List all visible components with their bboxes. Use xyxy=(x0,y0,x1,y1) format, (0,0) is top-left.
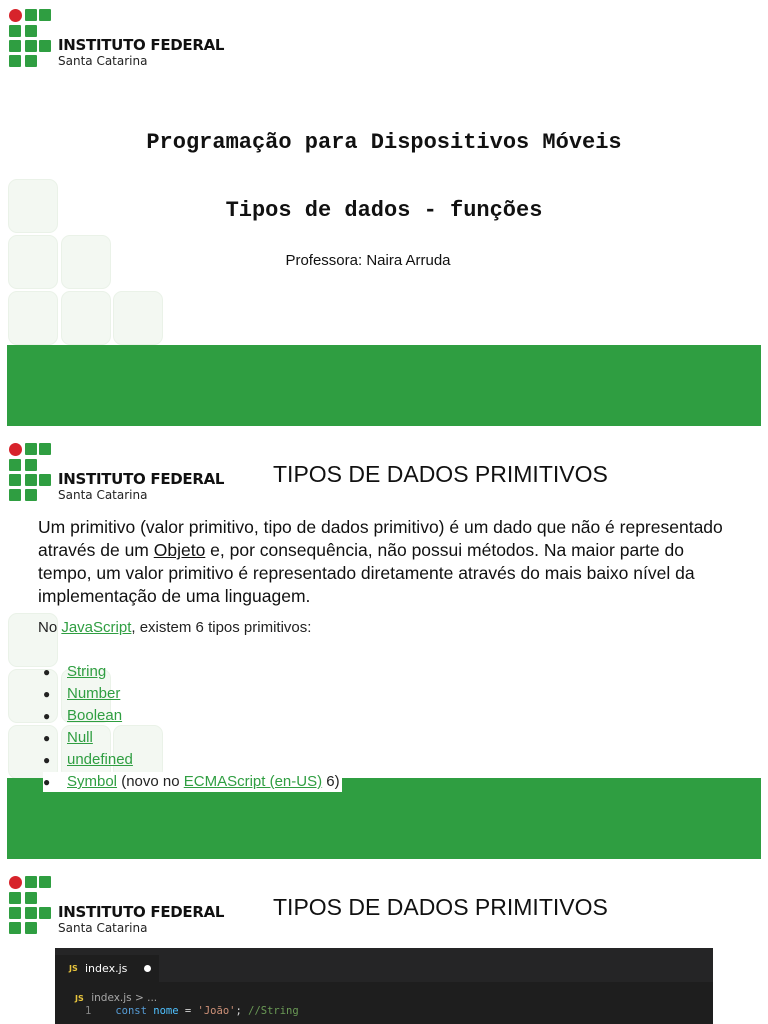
slide-2-title: TIPOS DE DADOS PRIMITIVOS xyxy=(273,461,608,487)
slide-2 xyxy=(0,434,768,860)
logo-brand-text: INSTITUTO FEDERAL xyxy=(58,36,225,54)
unsaved-dot-icon xyxy=(144,965,151,972)
list-item: ● String xyxy=(43,663,107,680)
number-link[interactable]: Number xyxy=(67,685,121,702)
footer-bar xyxy=(7,345,761,426)
line-number: 1 xyxy=(85,1005,92,1017)
logo-sub-text: Santa Catarina xyxy=(58,921,148,935)
logo-red-dot xyxy=(9,876,22,889)
list-item: ● undefined xyxy=(43,751,133,768)
course-title: Programação para Dispositivos Móveis xyxy=(146,130,622,155)
js-file-icon: JS xyxy=(69,964,78,973)
ifsc-logo xyxy=(9,9,229,69)
logo-red-dot xyxy=(9,9,22,22)
logo-brand-text: INSTITUTO FEDERAL xyxy=(58,903,225,921)
editor-tab-bar xyxy=(55,948,713,982)
list-item: ● Boolean xyxy=(43,707,123,724)
editor-breadcrumb: JS index.js > ... xyxy=(75,992,158,1004)
code-editor xyxy=(55,948,713,1024)
slide-3-title: TIPOS DE DADOS PRIMITIVOS xyxy=(273,894,608,920)
string-link[interactable]: String xyxy=(67,663,107,680)
list-item: ● Number xyxy=(43,685,121,702)
logo-brand-text: INSTITUTO FEDERAL xyxy=(58,470,225,488)
tab-index-js[interactable] xyxy=(55,955,159,982)
boolean-link[interactable]: Boolean xyxy=(67,707,123,724)
objeto-link[interactable]: Objeto xyxy=(153,540,206,560)
ecmascript-link[interactable]: ECMAScript (en-US) xyxy=(183,773,323,790)
logo-sub-text: Santa Catarina xyxy=(58,54,148,68)
ifsc-logo xyxy=(9,876,229,936)
primitive-description: Um primitivo (valor primitivo, tipo de dados primitivo) é um dado que não é representado através de um Objeto e, por consequência, não possui métodos. Na maior parte do tempo, um valor primitivo é representado diretamente através do mais baixo nível da implementação de uma linguagem. xyxy=(38,517,723,606)
tab-filename: index.js xyxy=(85,962,128,975)
javascript-link[interactable]: JavaScript xyxy=(61,619,132,636)
topic-title: Tipos de dados - funções xyxy=(225,198,543,223)
logo-sub-text: Santa Catarina xyxy=(58,488,148,502)
ifsc-logo xyxy=(9,443,229,503)
js-file-icon: JS xyxy=(75,994,84,1003)
null-link[interactable]: Null xyxy=(67,729,93,746)
slide-1 xyxy=(0,0,768,427)
code-line: 1 const nome = 'João'; //String xyxy=(85,1005,299,1017)
list-item: ● Symbol (novo no ECMAScript (en-US) 6) xyxy=(43,773,340,790)
symbol-link[interactable]: Symbol xyxy=(67,773,118,790)
logo-red-dot xyxy=(9,443,22,456)
list-item: ● Null xyxy=(43,729,93,746)
primitive-count-sentence: No JavaScript, existem 6 tipos primitivos: xyxy=(38,619,312,636)
undefined-link[interactable]: undefined xyxy=(67,751,133,768)
professor-name: Professora: Naira Arruda xyxy=(285,252,451,269)
